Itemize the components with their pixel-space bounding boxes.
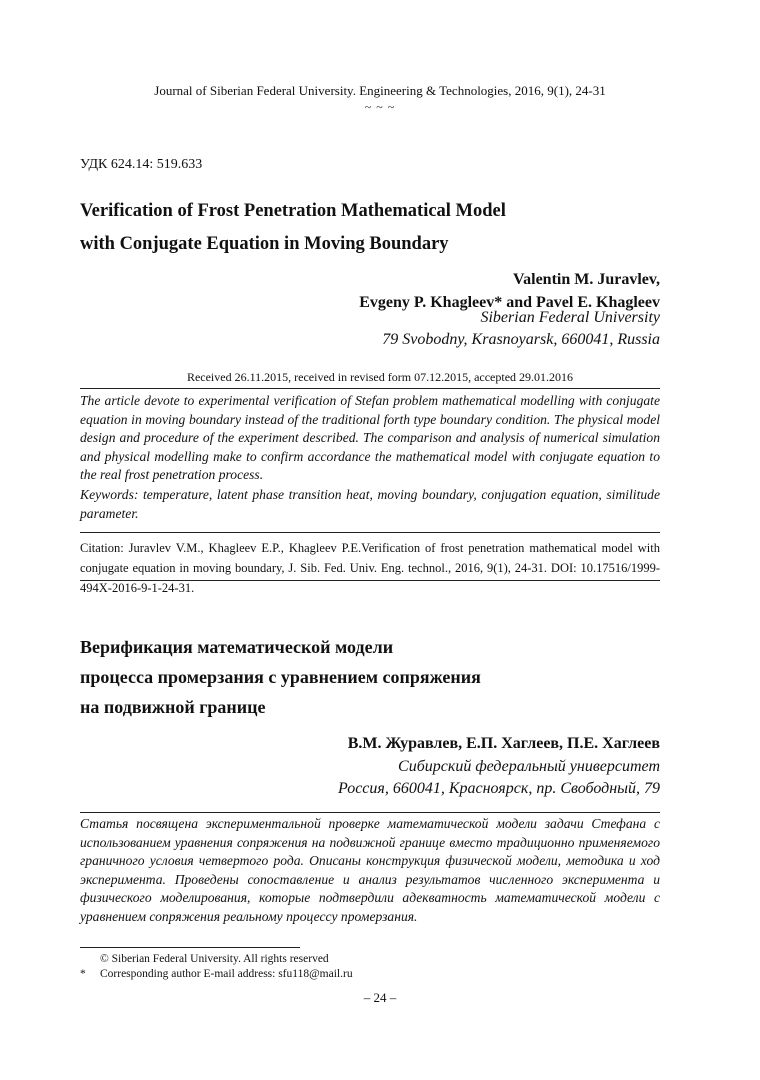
keywords-en: Keywords: temperature, latent phase transition heat, moving boundary, conjugation equation, similitude parameter. (80, 487, 660, 521)
affiliation-ru-line-1: Сибирский федеральный университет (398, 758, 660, 775)
title-en-line-2: with Conjugate Equation in Moving Boundary (80, 234, 449, 254)
citation-top-rule (80, 532, 660, 533)
abstract-en: The article devote to experimental verification of Stefan problem mathematical modelling with conjugate equation in moving boundary instead of the traditional forth type boundary condition. The physical model design and procedure of the experiment described. The comparison and analysis of numerical simulation and physical modelling make to confirm accordance the mathematical model with conjugate equation to the real frost penetration process. (80, 393, 660, 482)
authors-en-line-1: Valentin M. Juravlev, (513, 271, 660, 288)
abstract-ru: Статья посвящена экспериментальной проверке математической модели задачи Стефана с использованием уравнения сопряжения на подвижной границе вместо традиционно применяемого граничного условия четвертого рода. Описаны конструкция физической модели, методика и ход эксперимента. Проведены сопоставление и анализ результатов численного эксперимента и физического моделирования, которые подтвердили адекватность математической модели с уравнением сопряжения реальному процессу промерзания. (80, 816, 660, 924)
corresponding-text: Corresponding author E-mail address: sfu118@mail.ru (100, 968, 353, 980)
footnote-copyright (80, 951, 329, 967)
abstract-ru-top-rule (80, 812, 660, 813)
received-dates: Received 26.11.2015, received in revised form 07.12.2015, accepted 29.01.2016 (186, 370, 574, 384)
authors-ru: В.М. Журавлев, Е.П. Хаглеев, П.Е. Хаглеев (347, 735, 660, 752)
title-en-line-1: Verification of Frost Penetration Mathematical Model (80, 201, 506, 221)
authors-en-line-2: Evgeny P. Khagleev* and Pavel E. Khagleev (359, 294, 660, 311)
page-number: – 24 – (363, 990, 397, 1005)
affiliation-ru-line-2: Россия, 660041, Красноярск, пр. Свободный, 79 (338, 780, 660, 797)
asterisk-mark: * (80, 968, 86, 980)
article-title-ru (80, 632, 680, 722)
affiliation-ru (338, 756, 660, 800)
udk-code: УДК 624.14: 519.633 (80, 157, 203, 172)
running-header: Journal of Siberian Federal University. Engineering & Technologies, 2016, 9(1), 24-31 (154, 83, 606, 98)
affiliation-en-line-2: 79 Svobodny, Krasnoyarsk, 660041, Russia (382, 331, 660, 348)
copyright-text: © Siberian Federal University. All rights reserved (100, 953, 329, 965)
header-ornament: ~ ~ ~ (364, 100, 396, 114)
footnote-rule (80, 947, 300, 948)
affiliation-en-line-1: Siberian Federal University (480, 309, 660, 326)
title-ru-line-1: Верификация математической модели (80, 637, 394, 657)
footnote-corresponding (80, 966, 353, 982)
citation-bottom-rule (80, 580, 660, 581)
citation: Citation: Juravlev V.M., Khagleev E.P., Khagleev P.E.Verification of frost penetration mathematical model with conjugate equation in moving boundary, J. Sib. Fed. Univ. Eng. technol., 2016, 9(1), 24-31. DOI: 10.17516/1999-494X-2016-9-1-24-31. (80, 541, 660, 595)
title-ru-line-3: на подвижной границе (80, 697, 266, 717)
affiliation-en (382, 307, 660, 351)
article-title-en (80, 195, 680, 261)
abstract-top-rule (80, 388, 660, 389)
title-ru-line-2: процесса промерзания с уравнением сопряжения (80, 667, 481, 687)
